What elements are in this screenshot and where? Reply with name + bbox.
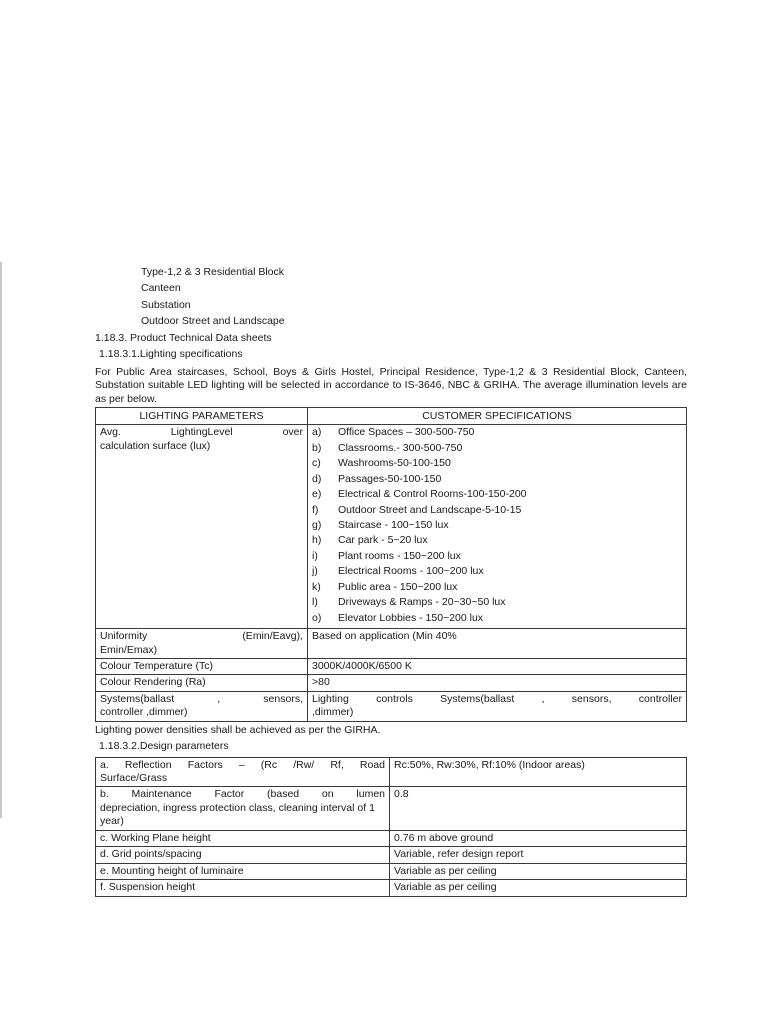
building-list-item: Type-1,2 & 3 Residential Block	[141, 266, 284, 278]
lighting-level-item	[312, 504, 682, 519]
lpd-note: Lighting power densities shall be achieved as per the GIRHA.	[95, 723, 381, 736]
design-value: 0.76 m above ground	[390, 830, 687, 846]
lighting-level-letter: g)	[312, 519, 322, 531]
design-value: Variable, refer design report	[390, 847, 687, 863]
lighting-level-text: Driveways & Ramps - 20~30~50 lux	[338, 596, 506, 609]
design-value: Rc:50%, Rw:30%, Rf:10% (Indoor areas)	[390, 757, 687, 787]
design-value: Variable as per ceiling	[390, 880, 687, 896]
table-row	[96, 658, 687, 674]
colour-rendering-value: >80	[308, 675, 687, 691]
lighting-level-list	[308, 425, 687, 629]
lighting-level-item	[312, 534, 682, 549]
systems-param	[96, 691, 308, 721]
uniformity-value: Based on application (Min 40%	[308, 629, 687, 659]
lighting-level-letter: f)	[312, 503, 319, 516]
table-row	[96, 757, 687, 787]
lighting-level-item	[312, 550, 682, 565]
lighting-level-text: Passages-50-100-150	[338, 472, 442, 485]
building-list-item: Substation	[141, 298, 191, 311]
lighting-level-text: Public area - 150~200 lux	[338, 580, 458, 593]
lighting-level-letter: o)	[312, 611, 322, 624]
table-row	[96, 425, 687, 629]
subsection-lighting-title: 1.18.3.1.Lighting specifications	[99, 348, 243, 361]
systems-param-line: Systems(ballast , sensors,	[100, 692, 303, 705]
lighting-level-item	[312, 612, 682, 627]
lighting-level-item	[312, 596, 682, 611]
lighting-level-text: Elevator Lobbies - 150~200 lux	[338, 611, 484, 624]
design-param-line: Surface/Grass	[100, 772, 168, 784]
lighting-level-text: Washrooms-50-100-150	[338, 457, 451, 470]
lighting-level-param	[96, 425, 308, 629]
systems-value	[308, 691, 687, 721]
spec-header-right: CUSTOMER SPECIFICATIONS	[308, 407, 687, 424]
uniformity-param-line: Uniformity (Emin/Eavg),	[100, 630, 303, 643]
design-param: f. Suspension height	[96, 880, 390, 896]
table-row	[96, 863, 687, 879]
design-param-line: depreciation, ingress protection class, cleaning interval of 1 year)	[100, 801, 375, 828]
lighting-level-letter: i)	[312, 549, 318, 562]
document-body	[95, 266, 687, 897]
uniformity-param-line: Emin/Emax)	[100, 643, 158, 656]
table-row	[96, 675, 687, 691]
lighting-level-letter: b)	[312, 441, 322, 454]
building-list-item: Outdoor Street and Landscape	[141, 315, 285, 328]
lighting-level-item	[312, 488, 682, 503]
lighting-level-item	[312, 426, 682, 441]
building-list-item: Canteen	[141, 282, 181, 295]
table-row	[96, 691, 687, 721]
lighting-level-param-line: calculation surface (lux)	[100, 439, 211, 452]
lighting-level-param-line: Avg. LightingLevel over	[100, 426, 303, 439]
design-param-line: a. Reflection Factors – (Rc /Rw/ Rf, Road	[100, 758, 385, 771]
spec-header-row	[96, 407, 687, 424]
lighting-level-text: Outdoor Street and Landscape-5-10-15	[338, 503, 522, 516]
design-param: d. Grid points/spacing	[96, 847, 390, 863]
colour-rendering-param: Colour Rendering (Ra)	[96, 675, 308, 691]
lighting-level-letter: a)	[312, 426, 322, 439]
lighting-level-text: Electrical Rooms - 100~200 lux	[338, 565, 484, 578]
lighting-level-text: Car park - 5~20 lux	[338, 534, 428, 547]
lighting-level-letter: j)	[312, 565, 318, 578]
lighting-level-letter: h)	[312, 534, 322, 547]
systems-value-line: ,dimmer)	[312, 706, 354, 719]
lighting-level-letter: k)	[312, 580, 321, 593]
lighting-level-text: Office Spaces – 300-500-750	[338, 426, 475, 439]
uniformity-param	[96, 629, 308, 659]
table-row	[96, 830, 687, 846]
spec-header-left: LIGHTING PARAMETERS	[96, 407, 308, 424]
lighting-level-text: Staircase - 100~150 lux	[338, 519, 449, 531]
section-title: 1.18.3. Product Technical Data sheets	[95, 331, 272, 344]
colour-temp-value: 3000K/4000K/6500 K	[308, 658, 687, 674]
colour-temp-param: Colour Temperature (Tc)	[96, 658, 308, 674]
table-row	[96, 787, 687, 830]
lighting-spec-table	[95, 407, 687, 722]
design-param	[96, 757, 390, 787]
systems-param-line: controller ,dimmer)	[100, 706, 188, 719]
systems-value-line: Lighting controls Systems(ballast , sensors, controller	[312, 692, 682, 705]
lighting-level-item	[312, 442, 682, 457]
lighting-level-item	[312, 565, 682, 580]
design-param-line: b. Maintenance Factor (based on lumen	[100, 788, 385, 801]
lighting-level-item	[312, 519, 682, 534]
design-param	[96, 787, 390, 830]
page-edge-mark	[0, 262, 2, 818]
design-value: Variable as per ceiling	[390, 863, 687, 879]
lighting-level-text: Electrical & Control Rooms-100-150-200	[338, 488, 527, 501]
table-row	[96, 880, 687, 896]
lighting-level-item	[312, 457, 682, 472]
subsection-design-title: 1.18.3.2.Design parameters	[99, 740, 229, 753]
design-value: 0.8	[390, 787, 687, 830]
table-row	[96, 847, 687, 863]
lighting-level-letter: e)	[312, 488, 322, 501]
table-row	[96, 629, 687, 659]
design-parameters-table	[95, 757, 687, 897]
lighting-level-text: Classrooms.- 300-500-750	[338, 441, 463, 454]
lighting-level-item	[312, 473, 682, 488]
lighting-level-item	[312, 581, 682, 596]
lighting-level-letter: c)	[312, 457, 321, 470]
lighting-level-text: Plant rooms - 150~200 lux	[338, 549, 461, 562]
lighting-level-letter: d)	[312, 472, 322, 485]
design-param: c. Working Plane height	[96, 830, 390, 846]
design-param: e. Mounting height of luminaire	[96, 863, 390, 879]
intro-paragraph: For Public Area staircases, School, Boys & Girls Hostel, Principal Residence, Type-1,2 & 3 Residential Block, Canteen, Substation suitable LED lighting will be selected in accordance to IS-3646, NBC & GRIHA. The average illumination levels are as per below.	[95, 365, 687, 405]
lighting-level-letter: l)	[312, 596, 318, 609]
